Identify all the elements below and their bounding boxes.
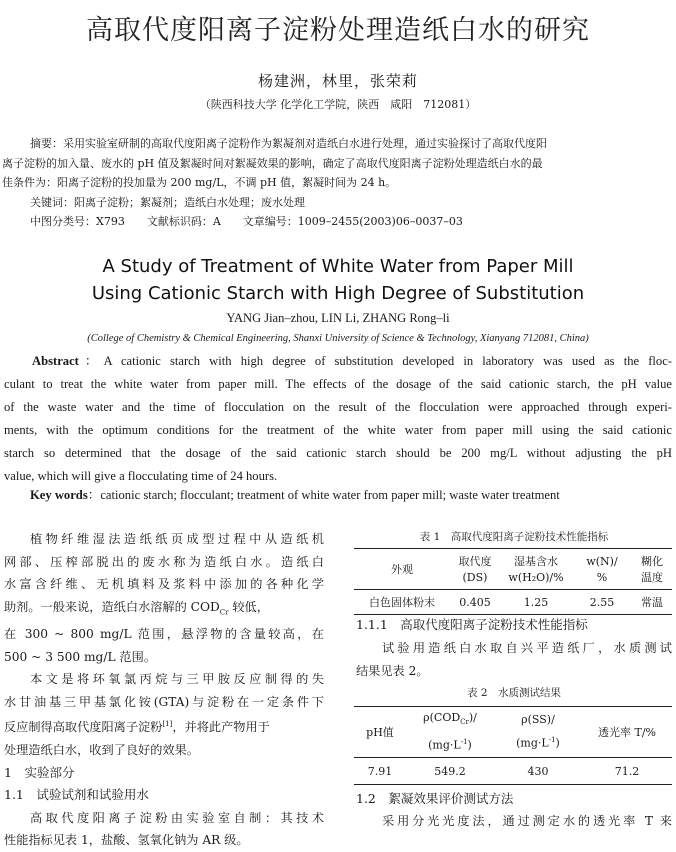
table2-header-text: )	[555, 736, 560, 750]
body-text: 助剂。一般来说，造纸白水溶解的 COD	[4, 599, 220, 614]
table1-header: w(H₂O)/%	[508, 570, 564, 584]
en-abstract-line: ments, with the optimum conditions for the treatment of the white water from paper mill using the said cationic	[4, 423, 672, 437]
table2-header-text: )/	[468, 711, 477, 725]
body-line: 500 ~ 3 500 mg/L 范围。	[4, 649, 156, 664]
keywords-label: Key words	[30, 488, 88, 502]
table2	[354, 706, 672, 785]
table1-header: 温度	[641, 571, 663, 584]
table2-header-text: )	[467, 738, 472, 752]
table1-cell: 2.55	[589, 595, 615, 609]
en-title-line1: A Study of Treatment of White Water from Paper Mill	[102, 256, 574, 277]
table2-caption: 表 2 水质测试结果	[466, 687, 562, 699]
body-line: 水甘油基三甲基氯化铵(GTA)与淀粉在一定条件下	[4, 694, 324, 709]
table1-cell: 白色固体粉末	[369, 596, 435, 609]
table2-header-text: (mg·L	[428, 738, 461, 752]
body-line: 本文是将环氧氯丙烷与三甲胺反应制得的失	[30, 672, 324, 687]
table2-header-line: ρ(SS)/	[521, 713, 555, 727]
table1-caption: 表 1 高取代度阳离子淀粉技术性能指标	[419, 531, 609, 543]
body-text: ，并将此产物用于	[172, 720, 270, 735]
cn-classification: 中图分类号：X793 文献标识码：A 文章编号：1009–2455(2003)06–0037–03	[30, 215, 463, 228]
en-abstract-text: ：A cationic starch with high degree of substitution developed in laboratory was used as the floc-	[78, 354, 672, 368]
en-abstract-line: value, which will give a flocculating time of 24 hours.	[4, 469, 278, 483]
body-line: 结果见表 2。	[356, 664, 429, 678]
body-line: 试验用造纸白水取自兴平造纸厂，水质测试	[382, 641, 672, 655]
section-heading: 1.2 絮凝效果评价测试方法	[356, 791, 514, 806]
table1	[354, 548, 672, 615]
table2-cell: 430	[527, 764, 549, 778]
body-line: 高取代度阳离子淀粉由实验室自制：其技术	[30, 810, 324, 825]
cn-keywords: 关键词：阳离子淀粉；絮凝剂；造纸白水处理；废水处理	[30, 195, 305, 209]
table2-header: 透光率 T/%	[598, 726, 656, 739]
table2-cell: 7.91	[367, 764, 393, 778]
body-text: 较低，	[228, 599, 269, 614]
cn-title: 高取代度阳离子淀粉处理造纸白水的研究	[86, 15, 590, 46]
section-heading: 1.1.1 高取代度阳离子淀粉技术性能指标	[356, 617, 588, 632]
table1-cell: 1.25	[523, 595, 549, 609]
en-abstract-line: of the waste water and the time of flocculation on the result of the flocculation were approached through experi-	[4, 400, 672, 414]
body-line	[4, 713, 324, 739]
table2-header	[494, 707, 582, 758]
table2-header: pH值	[366, 726, 394, 739]
body-line: 网部、压榨部脱出的废水称为造纸白水。造纸白	[4, 554, 324, 569]
body-line: 性能指标见表 1，盐酸、氢氧化钠为 AR 级。	[4, 833, 249, 847]
body-left-column	[4, 528, 324, 852]
keywords-text: ：cationic starch; flocculant; treatment of white water from paper mill; waste water treatment	[87, 488, 560, 502]
table1-header: 外观	[391, 563, 413, 576]
table1-header: (DS)	[462, 570, 488, 584]
cn-abstract-line: 离子淀粉的加入量、废水的 pH 值及絮凝时间对絮凝效果的影响，确定了高取代度阳离子淀粉处理造纸白水的最	[2, 156, 543, 170]
body-line: 植物纤维湿法造纸纸页成型过程中从造纸机	[30, 532, 324, 546]
cn-abstract-line: 摘要：采用实验室研制的高取代度阳离子淀粉作为絮凝剂对造纸白水进行处理，通过实验探讨了高取代度阳	[30, 137, 547, 150]
table2-header-line	[494, 730, 582, 754]
body-text: 反应制得高取代度阳离子淀粉	[4, 720, 163, 735]
table2-cell: 549.2	[434, 764, 466, 778]
table2-header	[406, 707, 494, 758]
table1-header: %	[596, 570, 608, 584]
en-authors: YANG Jian–zhou, LIN Li, ZHANG Rong–li	[226, 311, 450, 325]
reference-marker: [1]	[162, 720, 173, 729]
table1-header: 湿基含水	[514, 555, 558, 568]
table1-header: 糊化	[641, 555, 663, 568]
en-abstract-line: culant to treat the white water from paper mill. The effects of the dosage of the said cationic starch, the pH value	[4, 377, 672, 391]
section-heading: 1.1 试验试剂和试验用水	[4, 787, 149, 802]
body-line: 水富含纤维、无机填料及浆料中添加的各种化学	[4, 577, 324, 591]
body-line	[4, 596, 324, 624]
subscript: Cr	[219, 607, 229, 616]
body-line: 采用分光光度法，通过测定水的透光率 T 来	[382, 814, 672, 828]
superscript: -1	[548, 736, 556, 745]
en-abstract	[4, 350, 672, 488]
table2-header-text: (mg·L	[516, 736, 549, 750]
table2-cell: 71.2	[614, 764, 640, 778]
en-keywords	[30, 484, 560, 503]
body-line: 在 300 ~ 800 mg/L 范围，悬浮物的含量较高，在	[4, 627, 324, 642]
en-abstract-line	[4, 350, 672, 373]
section-heading: 1 实验部分	[4, 764, 75, 780]
subscript: Cr	[460, 718, 469, 727]
table2-header-line	[406, 708, 494, 732]
table1-header: w(N)/	[586, 554, 618, 568]
cn-authors: 杨建洲，林里，张荣莉	[257, 72, 418, 90]
cn-abstract-line: 佳条件为：阳离子淀粉的投加量为 200 mg/L，不调 pH 值，絮凝时间为 24 h。	[2, 176, 397, 189]
table1-header: 取代度	[458, 555, 492, 568]
en-affiliation: (College of Chemistry & Chemical Engineering, Shanxi University of Science & Technology, Xianyang 712081, China)	[87, 333, 589, 344]
table2-header-line	[406, 732, 494, 756]
body-line: 处理造纸白水，收到了良好的效果。	[4, 743, 199, 757]
en-abstract-line: starch so determined that the dosage of the said cationic starch should be 200 mg/L without adjusting the pH	[4, 446, 672, 460]
cn-abstract	[2, 134, 646, 232]
en-title-line2: Using Cationic Starch with High Degree of Substitution	[91, 283, 585, 304]
superscript: -1	[460, 738, 468, 747]
cn-affiliation: （陕西科技大学 化学化工学院，陕西 咸阳 712081）	[199, 98, 477, 111]
table2-header-text: ρ(COD	[423, 711, 461, 725]
abstract-label: Abstract	[32, 354, 79, 368]
table1-cell: 常温	[641, 596, 663, 609]
table1-cell: 0.405	[459, 595, 491, 609]
